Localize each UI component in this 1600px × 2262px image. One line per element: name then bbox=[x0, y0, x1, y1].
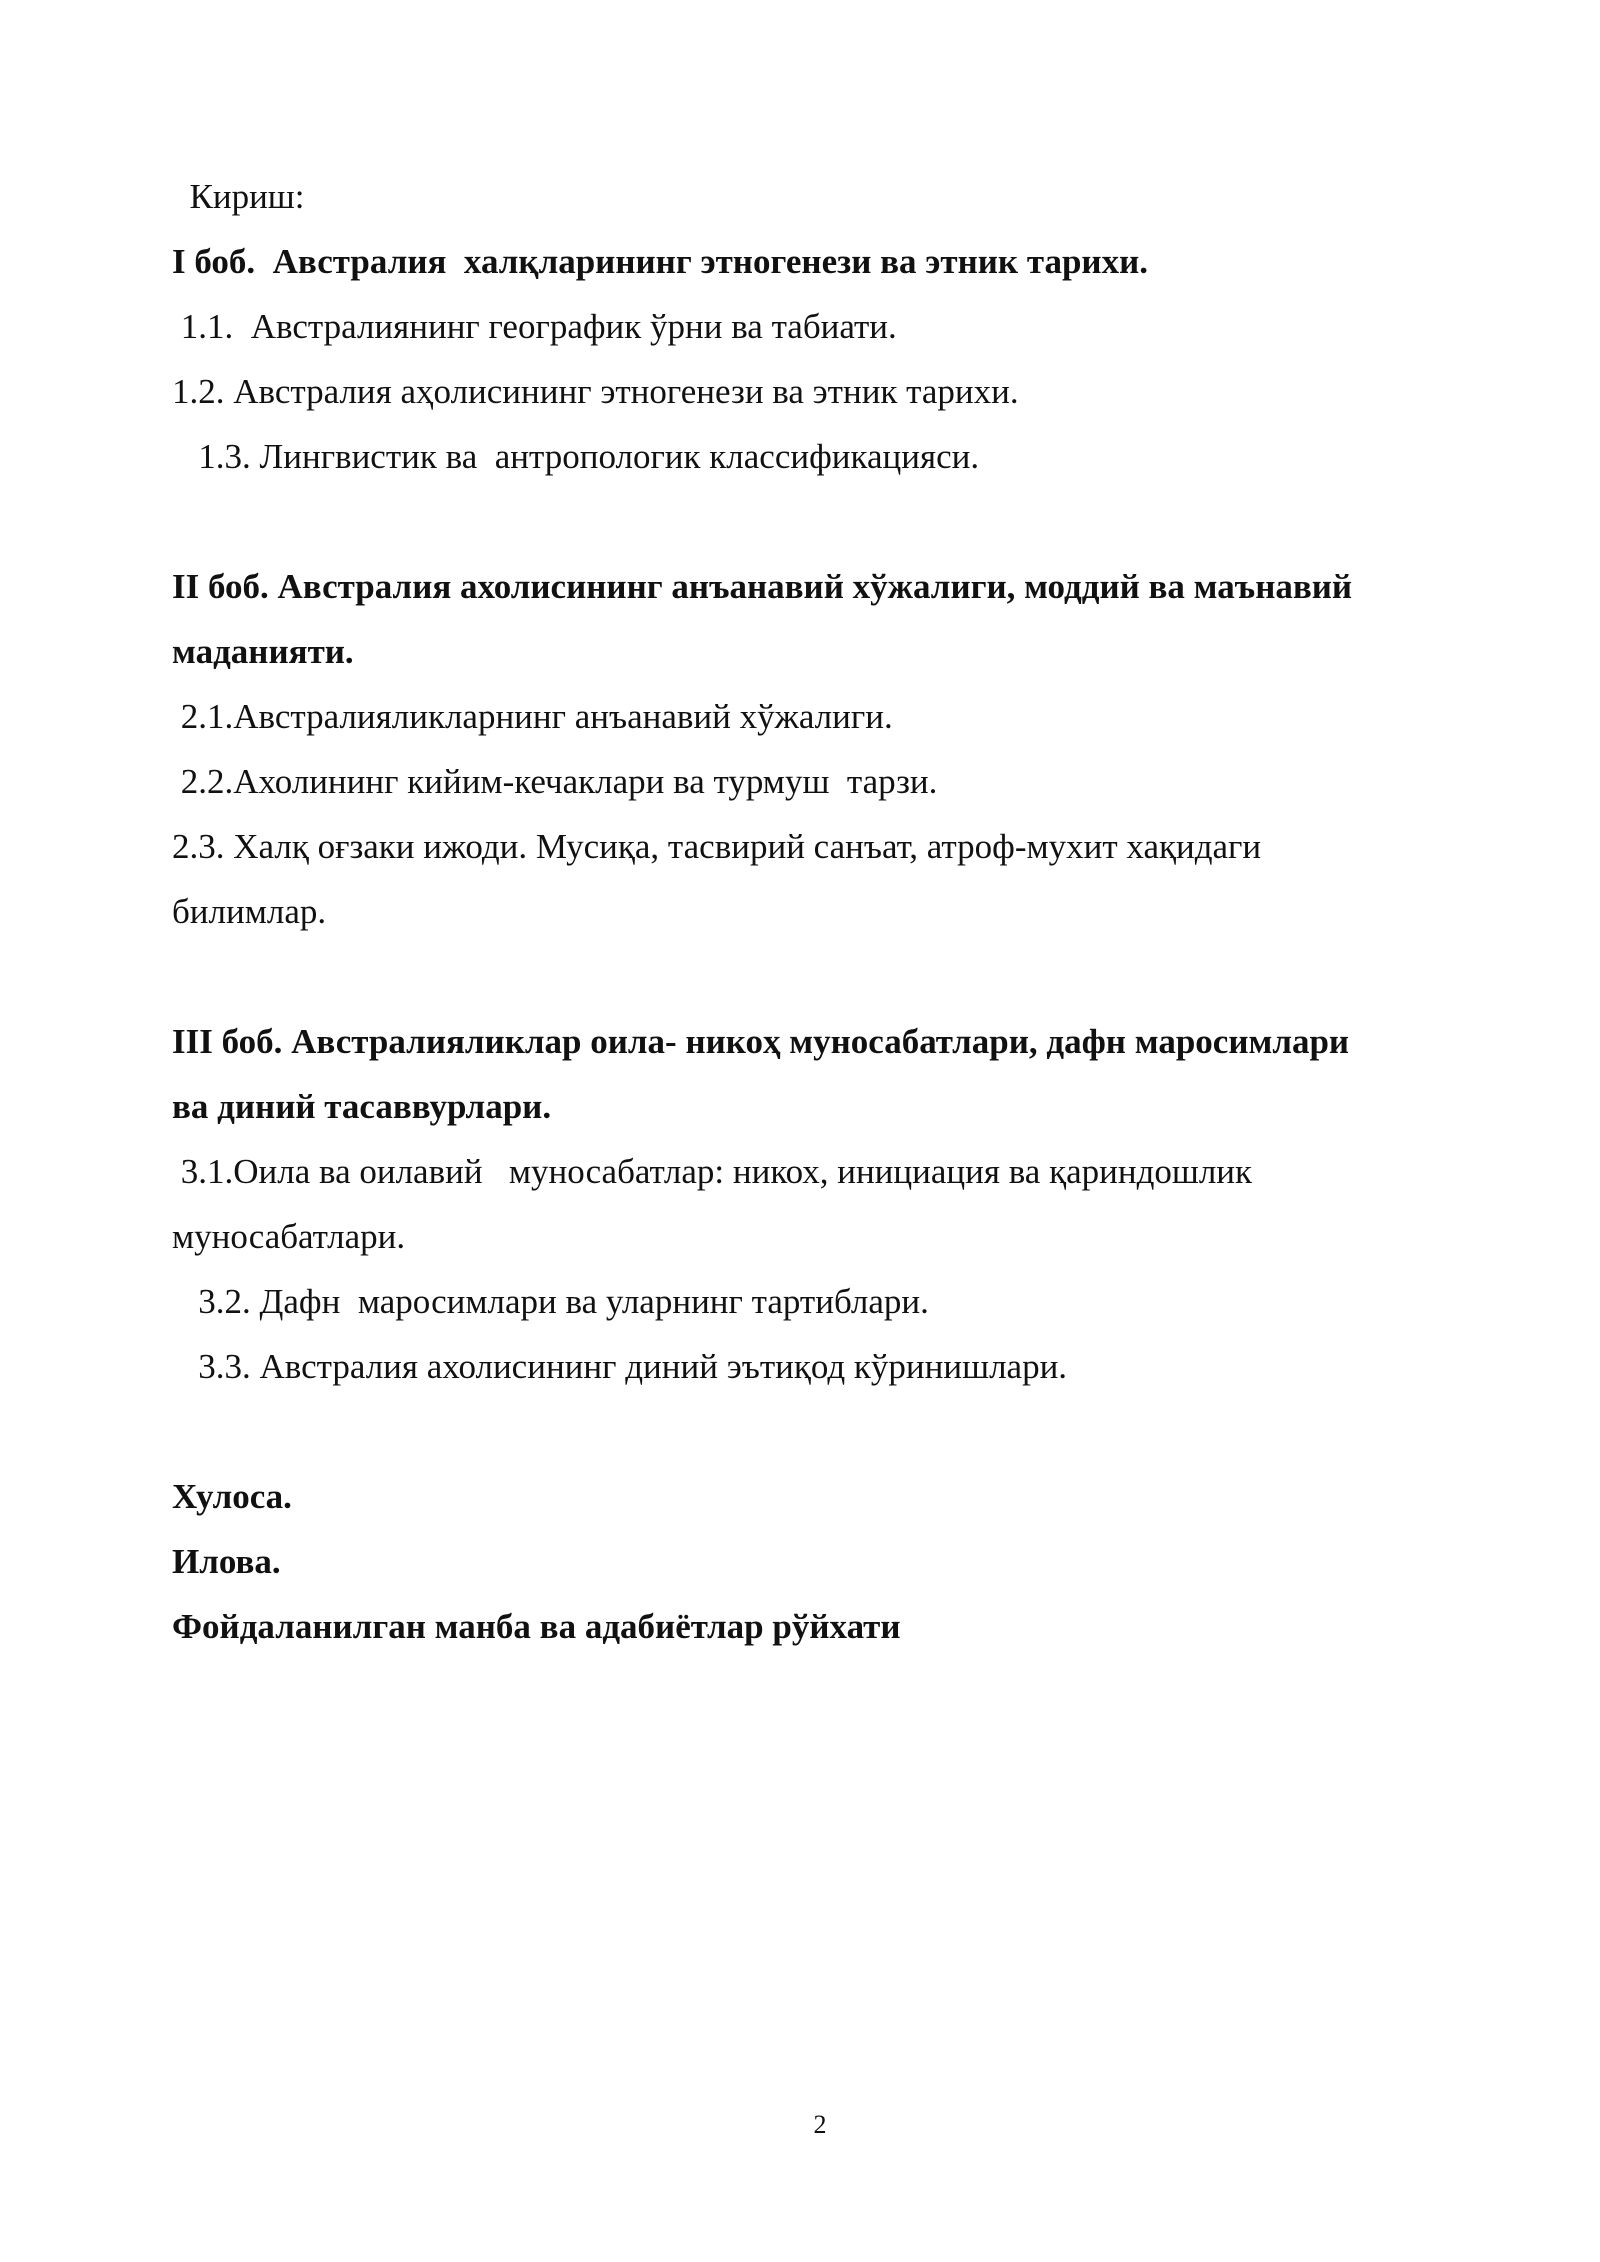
toc-section-3-2: 3.2. Дафн маросимлари ва уларнинг тартиблари. bbox=[172, 1282, 929, 1321]
toc-section-1-3: 1.3. Лингвистик ва антропологик классификацияси. bbox=[172, 437, 980, 476]
toc-chapter-2-title-line-2: маданияти. bbox=[172, 632, 354, 671]
toc-appendix: Илова. bbox=[172, 1542, 281, 1581]
toc-section-3-1-line-1: 3.1.Оила ва оилавий муносабатлар: никох, инициация ва қариндошлик bbox=[172, 1152, 1253, 1191]
toc-intro: Кириш: bbox=[172, 177, 305, 216]
toc-chapter-1-title: I боб. Австралия халқларининг этногенези ва этник тарихи. bbox=[172, 242, 1149, 281]
toc-section-2-3-line-1: 2.3. Халқ оғзаки ижоди. Мусиқа, тасвирий санъат, атроф-мухит хақидаги bbox=[172, 827, 1262, 866]
toc-section-3-1-line-2: муносабатлари. bbox=[172, 1217, 406, 1256]
toc-references: Фойдаланилган манба ва адабиётлар рўйхати bbox=[172, 1607, 901, 1646]
toc-chapter-2-title-line-1: II боб. Австралия ахолисининг анъанавий хўжалиги, моддий ва маънавий bbox=[172, 567, 1353, 606]
toc-section-2-2: 2.2.Ахолининг кийим-кечаклари ва турмуш тарзи. bbox=[172, 762, 938, 801]
toc-conclusion: Хулоса. bbox=[172, 1477, 292, 1516]
toc-section-1-1: 1.1. Австралиянинг географик ўрни ва табиати. bbox=[172, 307, 897, 346]
toc-chapter-3-title-line-2: ва диний тасаввурлари. bbox=[172, 1087, 552, 1126]
page-number: 2 bbox=[813, 2110, 827, 2139]
toc-section-3-3: 3.3. Австралия ахолисининг диний эътиқод кўринишлари. bbox=[172, 1347, 1068, 1386]
toc-section-2-3-line-2: билимлар. bbox=[172, 892, 327, 931]
toc-section-2-1: 2.1.Австралияликларнинг анъанавий хўжалиги. bbox=[172, 697, 893, 736]
toc-chapter-3-title-line-1: III боб. Австралияликлар оила- никоҳ муносабатлари, дафн маросимлари bbox=[172, 1022, 1350, 1061]
toc-section-1-2: 1.2. Австралия аҳолисининг этногенези ва этник тарихи. bbox=[172, 372, 1019, 411]
